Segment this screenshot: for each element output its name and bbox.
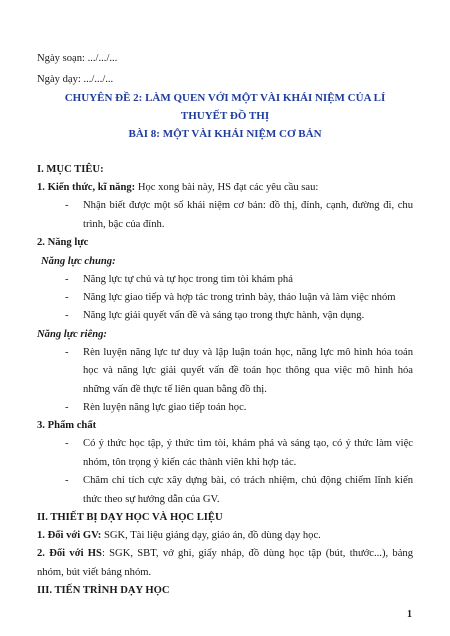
bullet-dash: - [65,475,69,486]
nang-luc-chung-item: Năng lực giao tiếp và hợp tác trong trình bày, thảo luận và làm việc nhóm [83,292,396,303]
kien-thuc-paragraph [37,181,318,194]
section-heading-tien-trinh: III. TIẾN TRÌNH DẠY HỌC [37,585,170,596]
gv-paragraph [37,529,321,542]
nang-luc-chung-item: Năng lực giải quyết vấn đề và sáng tạo trong thực hành, vận dụng. [83,310,365,321]
nang-luc-rieng-b1-line3: những vấn đề thực tế liên quan bằng đồ thị. [83,384,267,395]
bullet-dash: - [65,200,69,211]
nang-luc-chung-item: Năng lực tự chủ và tự học trong tìm tòi khám phá [83,274,293,285]
bullet-dash: - [65,438,69,449]
bullet-dash: - [65,402,69,413]
hs-text-line1: : SGK, SBT, vở ghi, giấy nháp, đồ dùng học tập (bút, thước...), bảng [101,548,413,559]
nang-luc-heading: 2. Năng lực [37,237,89,248]
topic-title-line1: CHUYÊN ĐỀ 2: LÀM QUEN VỚI MỘT VÀI KHÁI NIỆM CỦA LÍ [64,92,386,104]
kien-thuc-bullet-line2: trình, bậc của đỉnh. [83,219,165,230]
nang-luc-rieng-b2: Rèn luyện năng lực giao tiếp toán học. [83,402,247,413]
nang-luc-rieng-b1-line1: Rèn luyện năng lực tư duy và lập luận toán học, năng lực mô hình hóa toán [83,347,413,358]
pham-chat-heading: 3. Phẩm chất [37,420,97,431]
hs-paragraph-line1 [37,547,413,560]
bullet-dash: - [65,310,69,321]
bullet-dash: - [65,274,69,285]
hs-label: 2. Đối với HS [37,548,102,559]
page-number: 1 [407,609,412,620]
ngay-soan: Ngày soạn: .../.../... [37,53,118,64]
nang-luc-rieng-label: Năng lực riêng: [37,329,107,340]
nang-luc-rieng-b1-line2: học và năng lực giải quyết vấn đề toán học thông qua việc mô hình hóa [83,365,413,376]
pham-chat-b1-line1: Có ý thức học tập, ý thức tìm tòi, khám phá và sáng tạo, có ý thức làm việc [83,438,413,449]
bullet-dash: - [65,347,69,358]
pham-chat-b1-line2: nhóm, tôn trọng ý kiến các thành viên khi hợp tác. [83,457,297,468]
kien-thuc-bullet-line1: Nhận biết được một số khái niệm cơ bản: đồ thị, đỉnh, cạnh, đường đi, chu [83,200,413,211]
bullet-dash: - [65,292,69,303]
nang-luc-chung-label: Năng lực chung: [41,256,116,267]
pham-chat-b2-line1: Chăm chỉ tích cực xây dựng bài, có trách nhiệm, chủ động chiếm lĩnh kiến [83,475,413,486]
topic-title-line2: THUYẾT ĐỒ THỊ [180,110,270,122]
kien-thuc-label: 1. Kiến thức, kĩ năng: [37,182,136,193]
hs-paragraph-line2: nhóm, bút viết bảng nhóm. [37,567,152,578]
section-heading-thiet-bi: II. THIẾT BỊ DẠY HỌC VÀ HỌC LIỆU [37,512,223,523]
pham-chat-b2-line2: thức theo sự hướng dẫn của GV. [83,494,220,505]
ngay-day: Ngày dạy: .../.../... [37,74,114,85]
gv-label: 1. Đối với GV: [37,530,102,541]
kien-thuc-text: Học xong bài này, HS đạt các yêu cầu sau: [135,182,319,193]
lesson-title: BÀI 8: MỘT VÀI KHÁI NIỆM CƠ BẢN [128,128,322,140]
gv-text: SGK, Tài liệu giảng dạy, giáo án, đồ dùng dạy học. [101,530,321,541]
section-heading-muc-tieu: I. MỤC TIÊU: [37,164,104,175]
